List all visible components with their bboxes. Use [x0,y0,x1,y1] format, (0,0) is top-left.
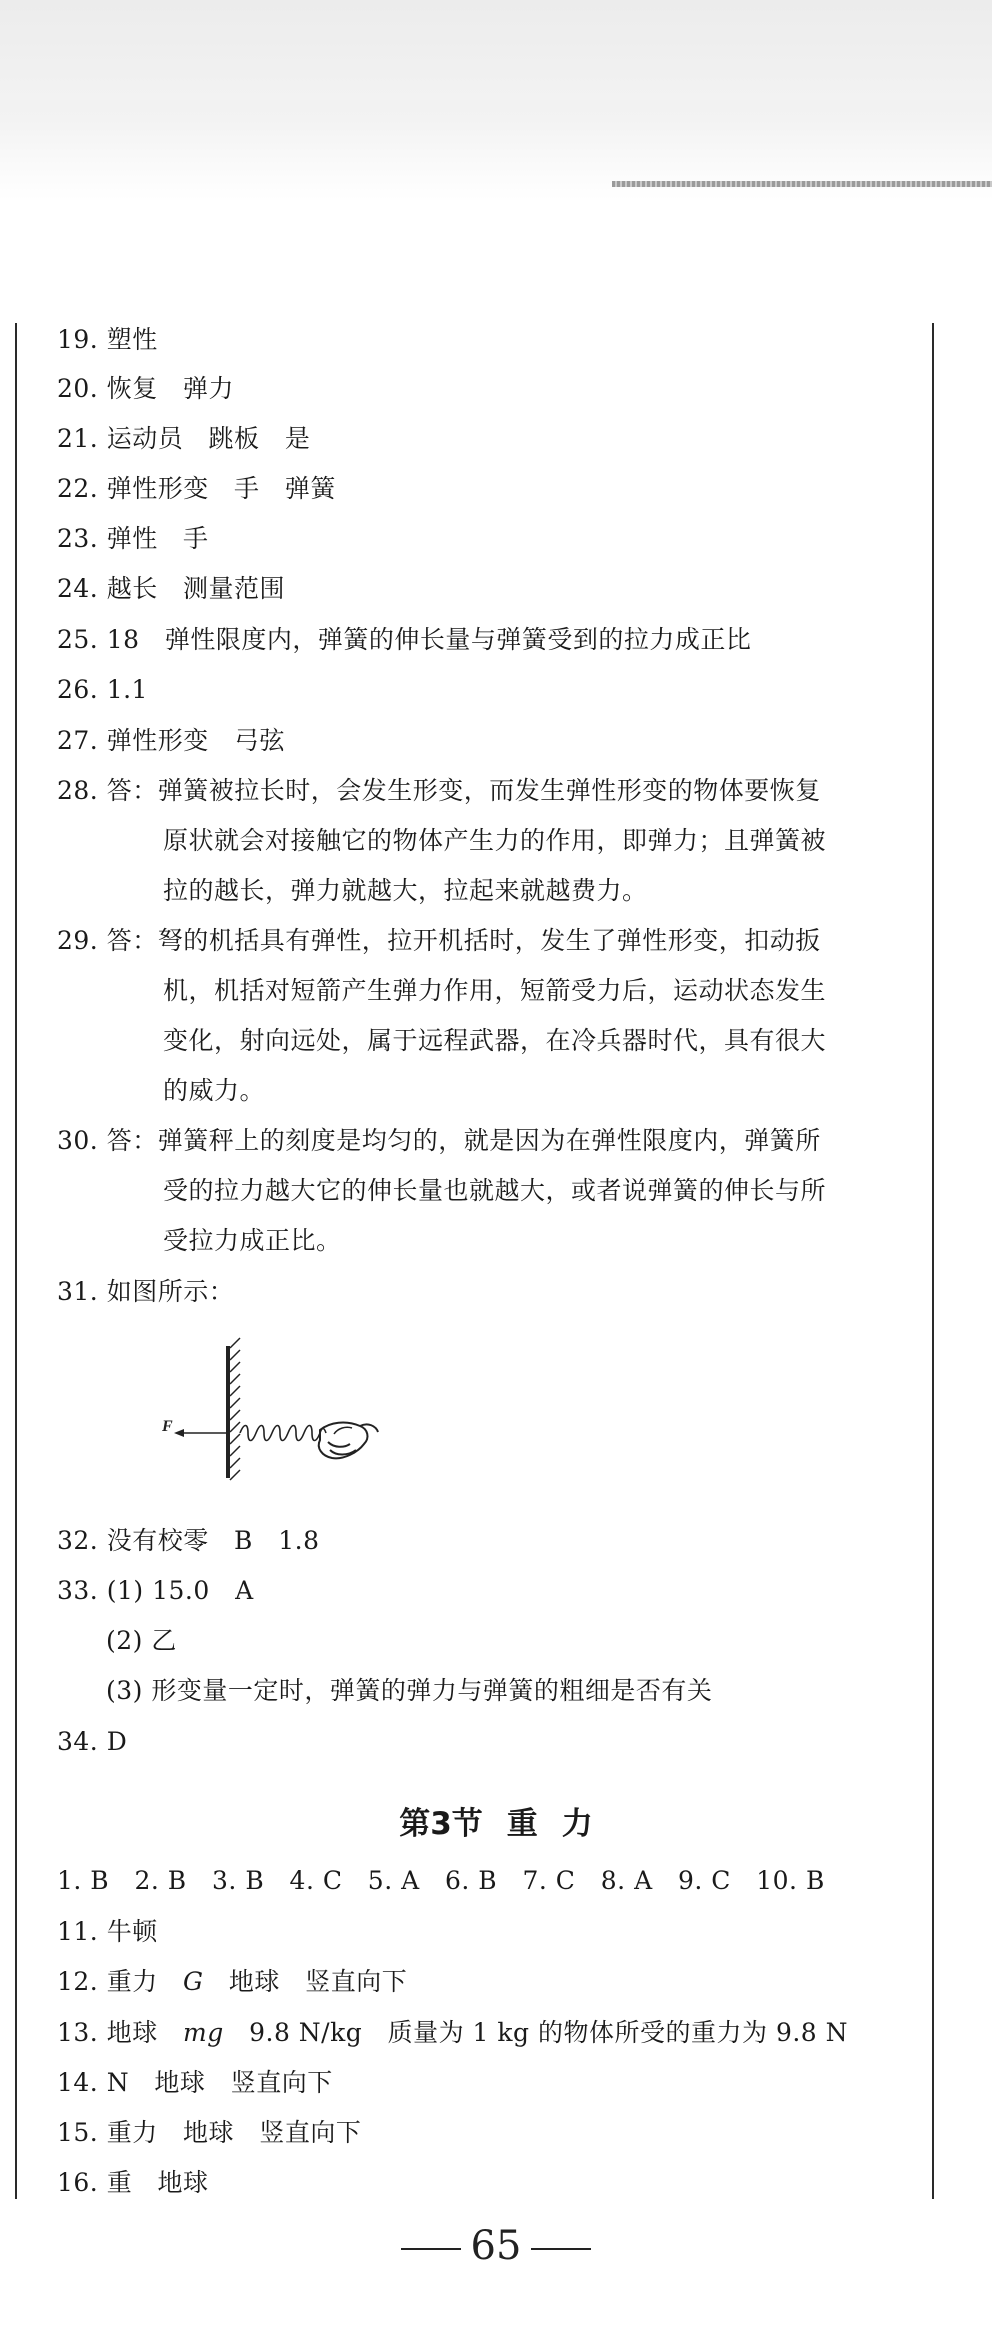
wall [226,1346,230,1478]
right-margin-rule [932,323,934,2199]
answer-s13-var: mg [183,2018,224,2047]
answer-30-line2: 受的拉力越大它的伸长量也就越大，或者说弹簧的伸长与所 [163,1176,827,1205]
answer-s15: 15. 重力 地球 竖直向下 [57,2118,362,2147]
section-number: 第3节 [399,1806,483,1842]
section-word-1: 重 [506,1806,538,1842]
answer-s13-post: 9.8 N/kg 质量为 1 kg 的物体所受的重力为 9.8 N [223,2018,849,2047]
answer-32: 32. 没有校零 B 1.8 [57,1526,320,1555]
spring-coil [240,1426,326,1441]
answer-s11: 11. 牛顿 [57,1917,158,1946]
mc-answers: 1. B 2. B 3. B 4. C 5. A 6. B 7. C 8. A 9. C 10. B [57,1866,825,1895]
answer-19: 19. 塑性 [57,325,158,354]
answer-30-line1: 30. 答：弹簧秤上的刻度是均匀的，就是因为在弹性限度内，弹簧所 [57,1126,821,1155]
page-dash-right [531,2248,591,2250]
page-dash-left [401,2248,461,2250]
answer-s16: 16. 重 地球 [57,2168,209,2197]
answer-30-line3: 受拉力成正比。 [163,1226,342,1255]
answer-s12-var: G [183,1967,204,1996]
scan-shadow [0,0,992,200]
answer-s14: 14. N 地球 竖直向下 [57,2068,333,2097]
page-number [0,2222,992,2270]
left-margin-rule [15,323,17,2199]
answer-29-line3: 变化，射向远处，属于远程武器，在冷兵器时代，具有很大 [163,1026,827,1055]
answer-29-line4: 的威力。 [163,1076,266,1105]
section-title [0,1806,992,1842]
answer-29-line1: 29. 答：弩的机括具有弹性，拉开机括时，发生了弹性形变，扣动扳 [57,926,821,955]
answer-33-part3: (3) 形变量一定时，弹簧的弹力与弹簧的粗细是否有关 [106,1676,713,1705]
answer-31: 31. 如图所示： [57,1277,235,1306]
wall-hatching [230,1338,240,1480]
answer-28-line2: 原状就会对接触它的物体产生力的作用，即弹力；且弹簧被 [163,826,827,855]
answer-34: 34. D [57,1727,128,1756]
answer-24: 24. 越长 测量范围 [57,574,286,603]
answer-25: 25. 18 弹性限度内，弹簧的伸长量与弹簧受到的拉力成正比 [57,625,752,654]
answer-27: 27. 弹性形变 弓弦 [57,726,286,755]
answer-33-part1: 33. (1) 15.0 A [57,1576,254,1605]
answer-29-line2: 机，机括对短箭产生弹力作用，短箭受力后，运动状态发生 [163,976,827,1005]
hand-icon [319,1423,378,1459]
header-rule [612,181,992,187]
section-word-2: 力 [561,1806,593,1842]
answer-s13-pre: 13. 地球 [57,2018,184,2047]
answer-20: 20. 恢复 弹力 [57,374,235,403]
answer-s12-pre: 12. 重力 [57,1967,184,1996]
answer-28-line1: 28. 答：弹簧被拉长时，会发生形变，而发生弹性形变的物体要恢复 [57,776,821,805]
answer-21: 21. 运动员 跳板 是 [57,424,311,453]
answer-s12 [57,1967,407,1997]
force-arrow [174,1429,226,1437]
answer-s13 [57,2018,848,2048]
spring-wall-figure [162,1338,410,1488]
answer-23: 23. 弹性 手 [57,524,209,553]
page-number-text: 65 [470,2223,522,2269]
answer-26: 26. 1.1 [57,675,148,704]
force-label: F [162,1418,173,1435]
answer-22: 22. 弹性形变 手 弹簧 [57,474,336,503]
answer-33-part2: (2) 乙 [106,1626,177,1655]
answer-28-line3: 拉的越长，弹力就越大，拉起来就越费力。 [163,876,648,905]
answer-s12-post: 地球 竖直向下 [203,1967,408,1996]
